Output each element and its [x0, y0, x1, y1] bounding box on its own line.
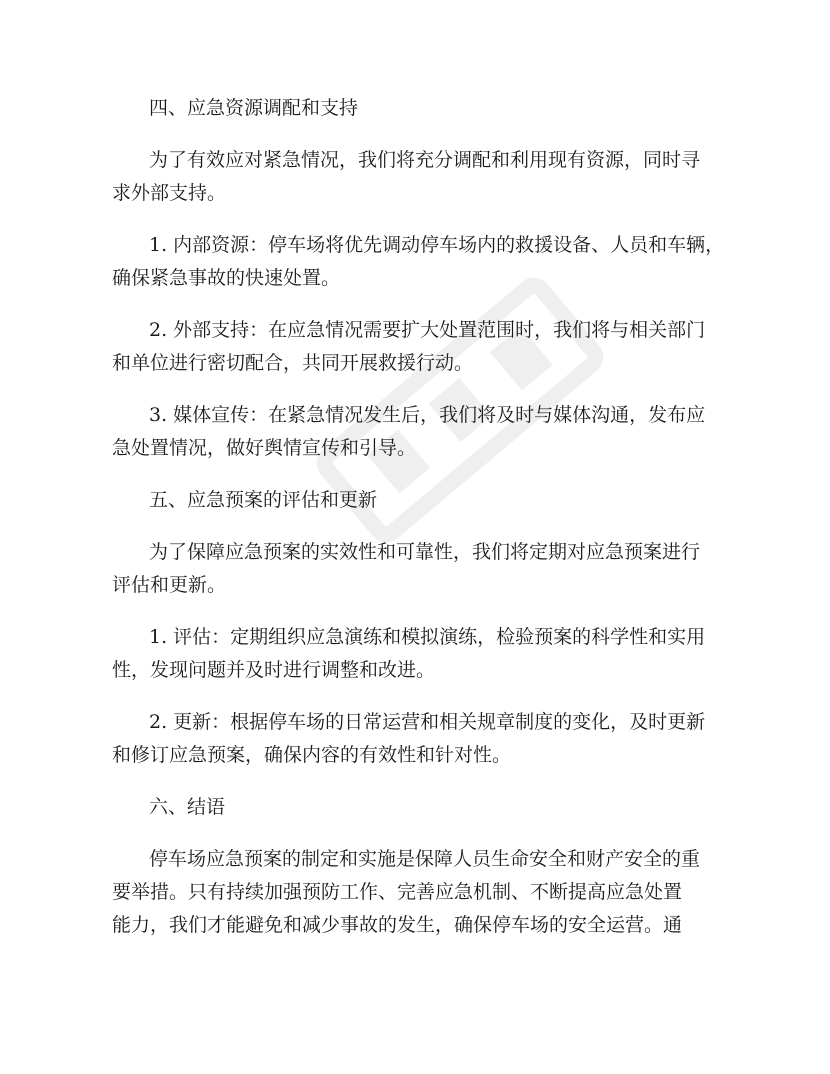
paragraph-line: 2. 更新：根据停车场的日常运营和相关规章制度的变化，及时更新 — [149, 711, 706, 733]
paragraph — [112, 706, 722, 772]
section-heading-5: 五、应急预案的评估和更新 — [149, 489, 378, 511]
section-heading-4: 四、应急资源调配和支持 — [149, 97, 359, 119]
paragraph — [112, 229, 725, 295]
paragraph — [112, 399, 722, 465]
paragraph — [112, 621, 722, 687]
paragraph-line: 停车场应急预案的制定和实施是保障人员生命安全和财产安全的重 — [149, 848, 701, 870]
paragraph-line: 要举措。只有持续加强预防工作、完善应急机制、不断提高应急处置 — [112, 881, 683, 903]
paragraph-line: 性，发现问题并及时进行调整和改进。 — [112, 659, 436, 681]
paragraph-line: 1. 内部资源：停车场将优先调动停车场内的救援设备、人员和车辆， — [149, 234, 725, 256]
paragraph-line: 为了保障应急预案的实效性和可靠性，我们将定期对应急预案进行 — [149, 541, 701, 563]
paragraph — [112, 314, 722, 380]
section-heading-6: 六、结语 — [149, 796, 226, 818]
paragraph-line: 和单位进行密切配合，共同开展救援行动。 — [112, 352, 474, 374]
paragraph-line: 为了有效应对紧急情况，我们将充分调配和利用现有资源，同时寻 — [149, 149, 701, 171]
paragraph-line: 和修订应急预案，确保内容的有效性和针对性。 — [112, 744, 512, 766]
paragraph-line: 1. 评估：定期组织应急演练和模拟演练，检验预案的科学性和实用 — [149, 626, 706, 648]
paragraph-line: 能力，我们才能避免和减少事故的发生，确保停车场的安全运营。通 — [112, 914, 683, 936]
paragraph-line: 评估和更新。 — [112, 574, 227, 596]
paragraph-line: 确保紧急事故的快速处置。 — [112, 267, 341, 289]
paragraph-line: 急处置情况，做好舆情宣传和引导。 — [112, 437, 417, 459]
paragraph-line: 求外部支持。 — [112, 182, 227, 204]
document-body — [112, 92, 725, 961]
paragraph-line: 2. 外部支持：在应急情况需要扩大处置范围时，我们将与相关部门 — [149, 319, 706, 341]
paragraph — [112, 536, 722, 602]
paragraph-line: 3. 媒体宣传：在紧急情况发生后，我们将及时与媒体沟通，发布应 — [149, 404, 706, 426]
paragraph — [112, 144, 722, 210]
paragraph — [112, 843, 722, 942]
